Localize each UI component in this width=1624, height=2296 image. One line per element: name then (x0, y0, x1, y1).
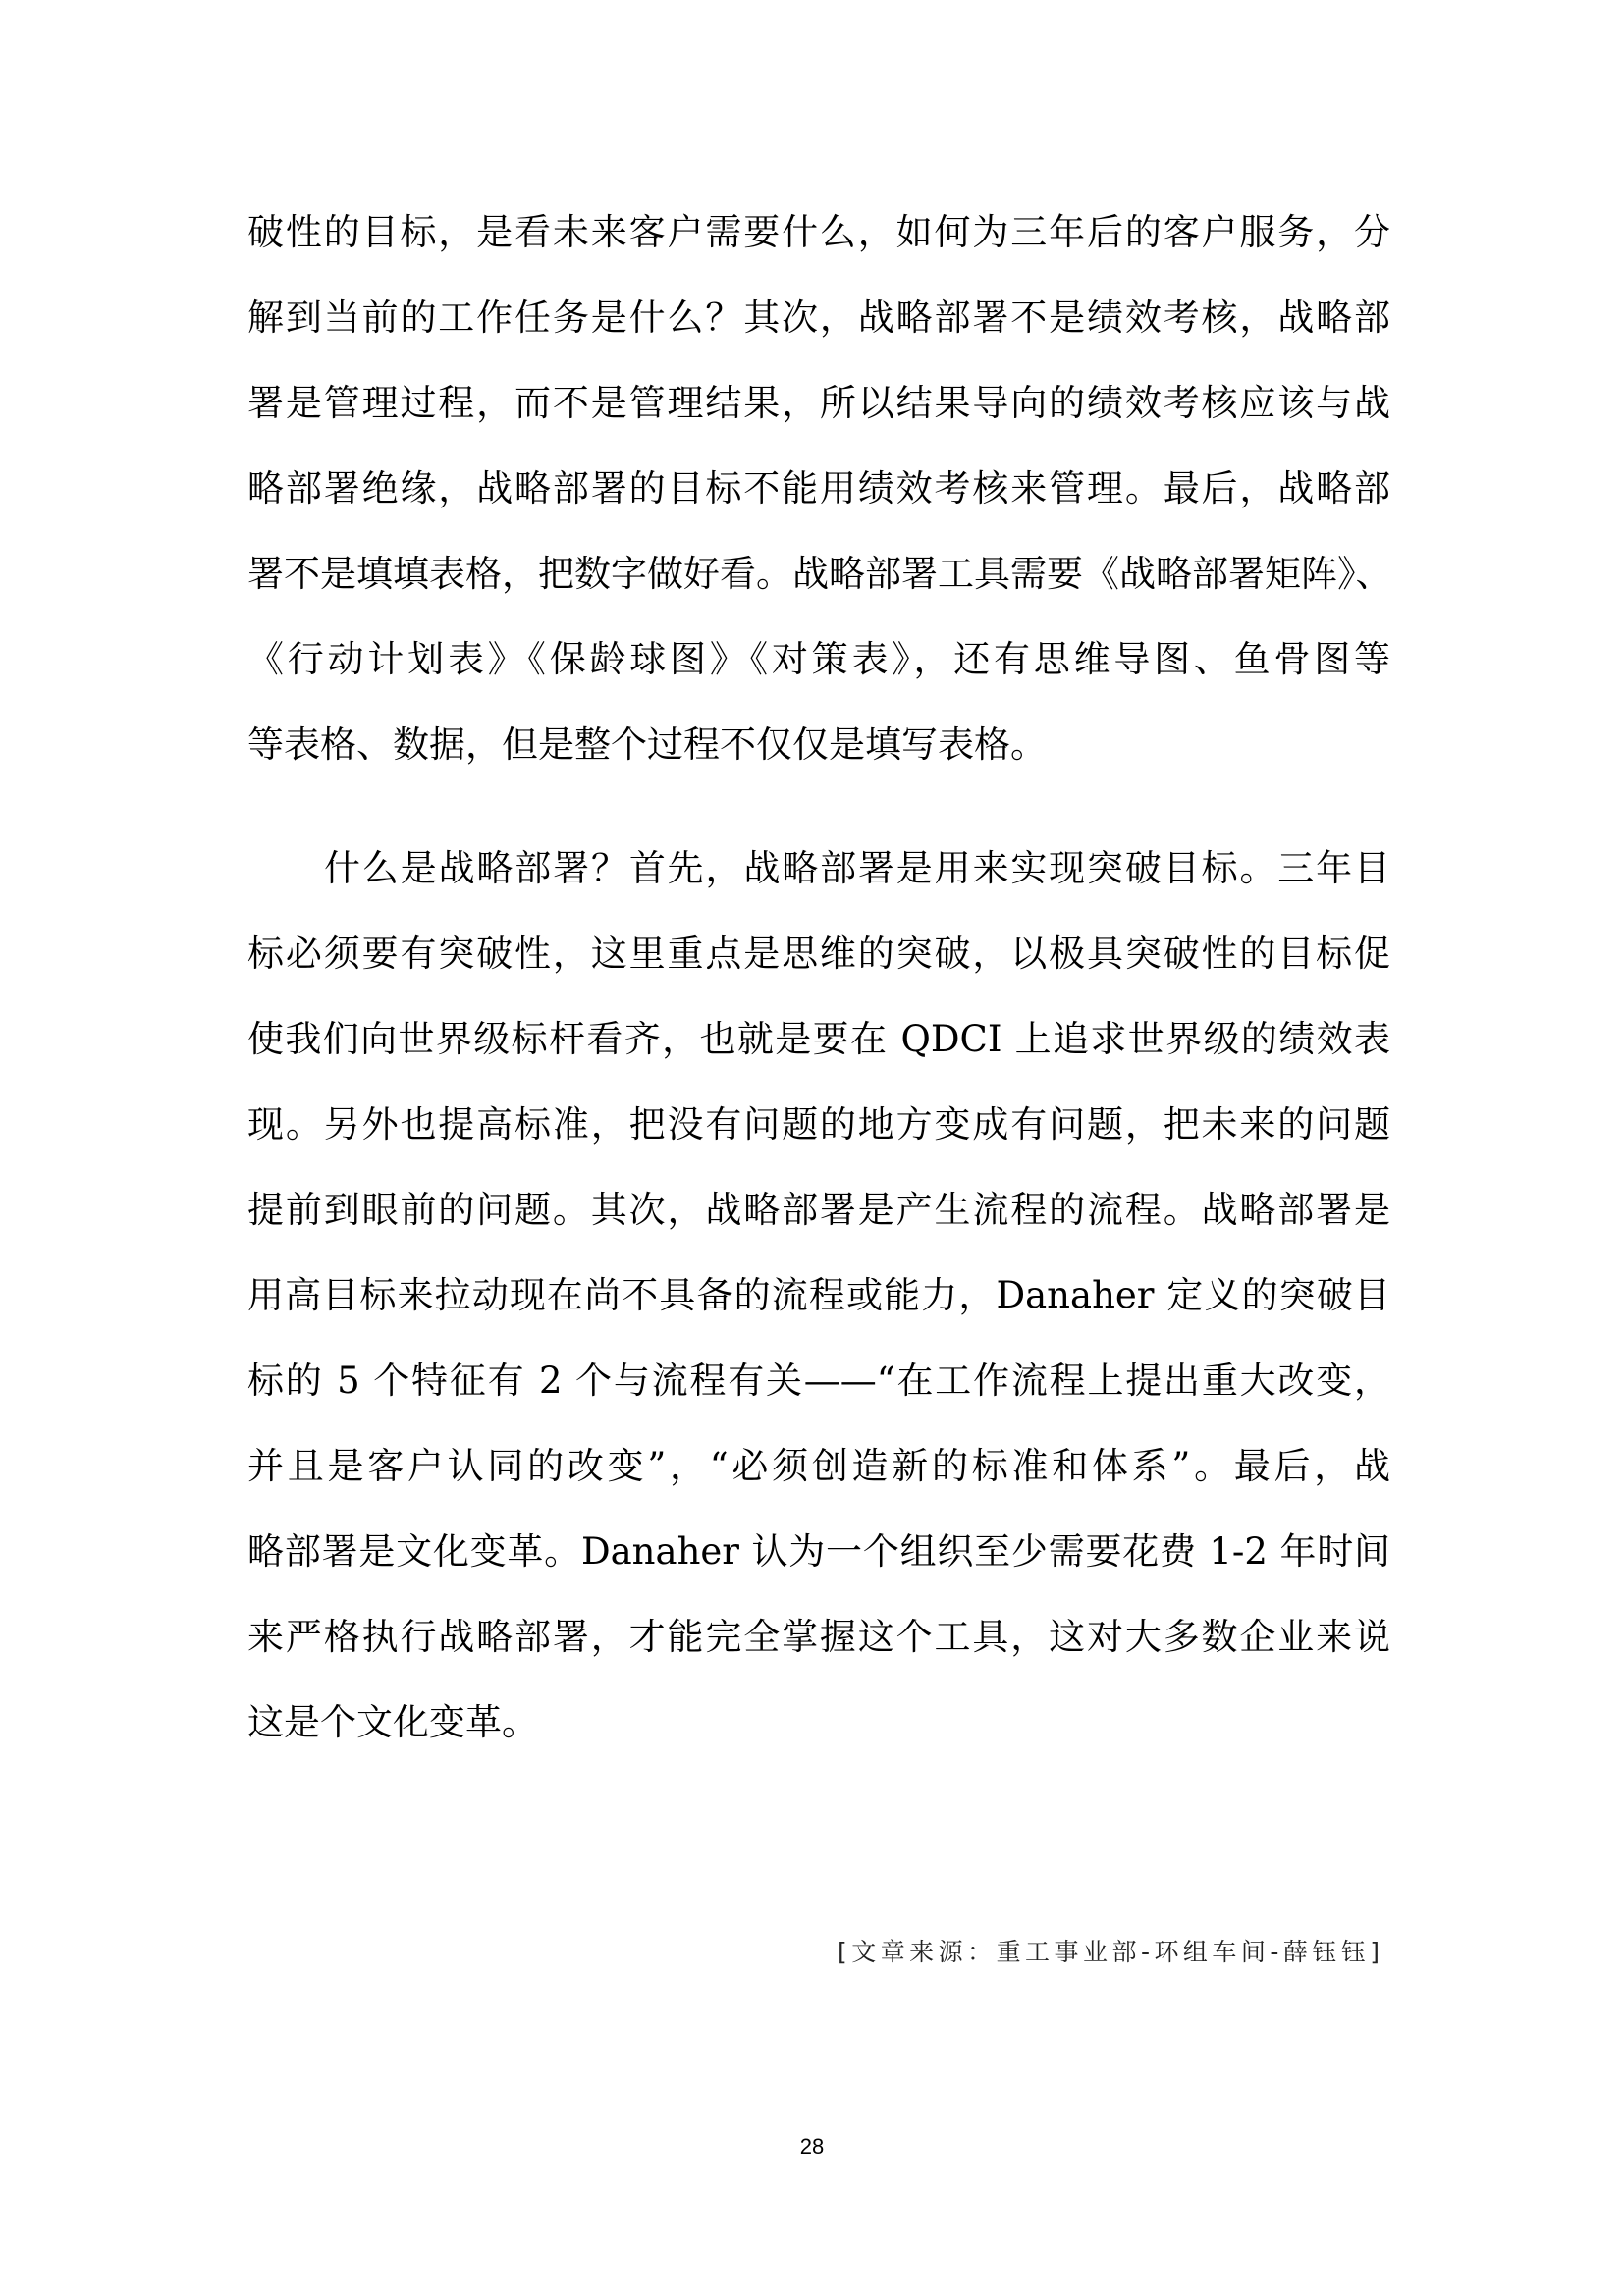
paragraph-1-line: 《行动计划表》《保龄球图》《对策表》，还有思维导图、鱼骨图等 (247, 638, 1390, 680)
paragraph-1-line: 等表格、数据，但是整个过程不仅仅是填写表格。 (247, 723, 1047, 766)
paragraph-1-line: 署不是填填表格，把数字做好看。战略部署工具需要《战略部署矩阵》、 (247, 553, 1392, 595)
paragraph-2-line: 提前到眼前的问题。其次，战略部署是产生流程的流程。战略部署是 (247, 1189, 1390, 1231)
paragraph-1-line: 解到当前的工作任务是什么？其次，战略部署不是绩效考核，战略部 (247, 296, 1390, 339)
article-source: [文章来源：重工事业部-环组车间-薛钰钰] (838, 1938, 1380, 1966)
paragraph-2-line: 标必须要有突破性，这里重点是思维的突破，以极具突破性的目标促 (247, 933, 1390, 975)
paragraph-2-line: 这是个文化变革。 (247, 1701, 538, 1743)
paragraph-2-line: 现。另外也提高标准，把没有问题的地方变成有问题，把未来的问题 (247, 1103, 1390, 1146)
paragraph-2-line: 并且是客户认同的改变”，“必须创造新的标准和体系”。最后，战 (247, 1445, 1390, 1487)
paragraph-2-line: 使我们向世界级标杆看齐，也就是要在 QDCI 上追求世界级的绩效表 (247, 1018, 1390, 1060)
paragraph-1-line: 署是管理过程，而不是管理结果，所以结果导向的绩效考核应该与战 (247, 382, 1390, 424)
paragraph-2-line: 用高目标来拉动现在尚不具备的流程或能力，Danaher 定义的突破目 (247, 1274, 1390, 1316)
page-number: 28 (799, 2134, 825, 2159)
paragraph-1-line: 破性的目标，是看未来客户需要什么，如何为三年后的客户服务，分 (247, 211, 1390, 253)
paragraph-1-line: 略部署绝缘，战略部署的目标不能用绩效考核来管理。最后，战略部 (247, 467, 1390, 509)
paragraph-2-line: 什么是战略部署？首先，战略部署是用来实现突破目标。三年目 (324, 847, 1390, 889)
paragraph-2-line: 标的 5 个特征有 2 个与流程有关——“在工作流程上提出重大改变， (247, 1360, 1390, 1402)
paragraph-2-line: 略部署是文化变革。Danaher 认为一个组织至少需要花费 1-2 年时间 (247, 1530, 1390, 1573)
paragraph-2-line: 来严格执行战略部署，才能完全掌握这个工具，这对大多数企业来说 (247, 1616, 1390, 1658)
